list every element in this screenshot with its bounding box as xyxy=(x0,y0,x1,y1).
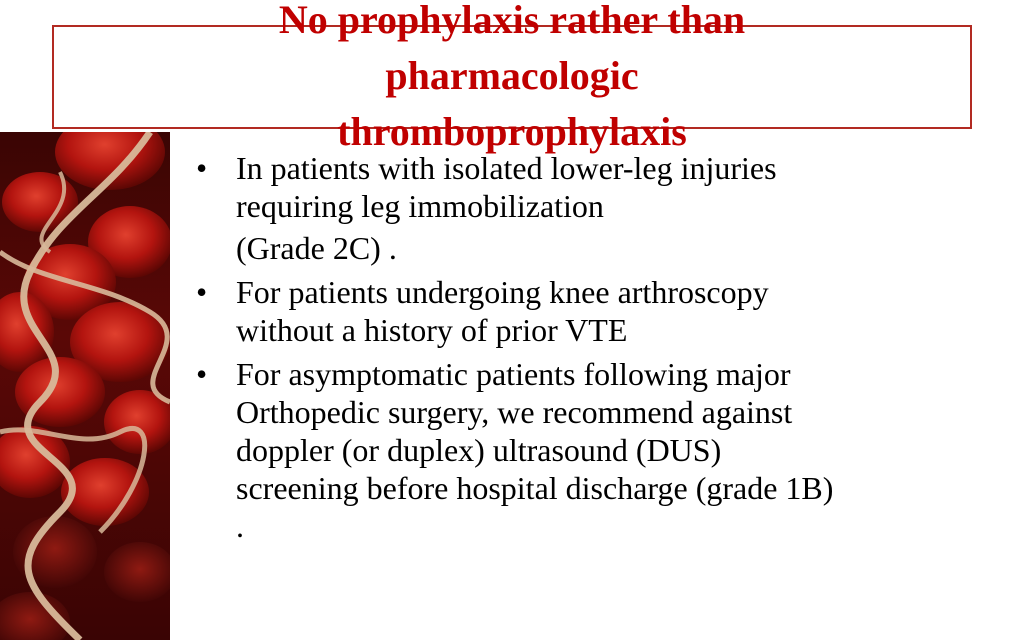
bullet-list xyxy=(196,149,986,551)
bullet-text: without a history of prior VTE xyxy=(236,312,628,348)
bullet-text: For asymptomatic patients following major xyxy=(236,356,791,392)
bullet-dot: • xyxy=(196,274,208,310)
bullet-dot: • xyxy=(196,150,208,186)
bullet-item xyxy=(196,149,986,267)
bullet-text: doppler (or duplex) ultrasound (DUS) xyxy=(236,432,722,468)
bullet-text: Orthopedic surgery, we recommend against xyxy=(236,394,793,430)
blood-cells-illustration xyxy=(0,132,170,640)
title-line: No prophylaxis rather than xyxy=(278,0,746,42)
title-line: thromboprophylaxis xyxy=(337,109,687,154)
bullet-text: requiring leg immobilization xyxy=(236,188,604,224)
slide-title xyxy=(52,0,972,160)
bullet-text: For patients undergoing knee arthroscopy xyxy=(236,274,769,310)
bullet-item xyxy=(196,355,986,545)
bullet-text: screening before hospital discharge (grade 1B) xyxy=(236,470,834,506)
red-blood-cells-image xyxy=(0,132,170,640)
title-line: pharmacologic xyxy=(385,53,639,98)
bullet-text: (Grade 2C) . xyxy=(236,230,397,266)
bullet-item xyxy=(196,273,986,349)
bullet-text: In patients with isolated lower-leg injuries xyxy=(236,150,777,186)
bullet-dot: • xyxy=(196,356,208,392)
bullet-text: . xyxy=(236,508,244,544)
